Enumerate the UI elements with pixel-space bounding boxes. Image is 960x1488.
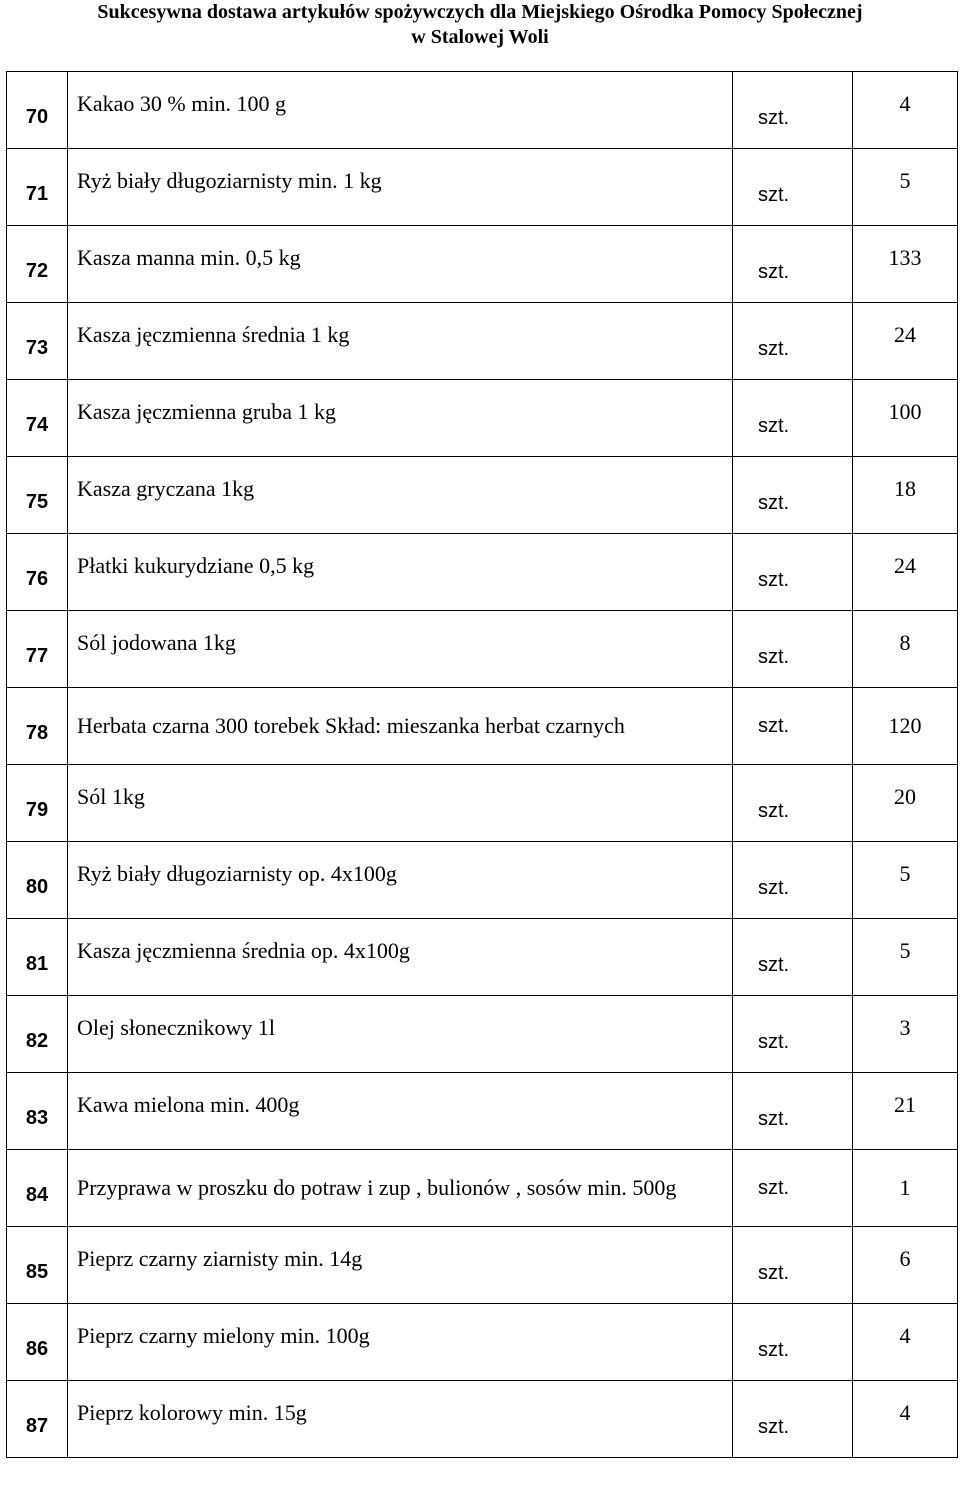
items-table <box>6 71 958 1458</box>
product-name: Kakao 30 % min. 100 g <box>68 72 733 149</box>
table-row <box>7 149 958 226</box>
table-row <box>7 534 958 611</box>
row-number: 74 <box>7 380 68 457</box>
row-number: 83 <box>7 1073 68 1150</box>
product-name: Sól jodowana 1kg <box>68 611 733 688</box>
title-line-2: w Stalowej Woli <box>411 26 549 48</box>
quantity: 5 <box>853 149 958 226</box>
row-number: 71 <box>7 149 68 226</box>
row-number: 87 <box>7 1381 68 1458</box>
quantity: 120 <box>853 688 958 765</box>
product-name: Kasza manna min. 0,5 kg <box>68 226 733 303</box>
quantity: 18 <box>853 457 958 534</box>
table-row <box>7 1227 958 1304</box>
table-row <box>7 303 958 380</box>
unit-of-measure: szt. <box>733 1304 853 1381</box>
quantity: 4 <box>853 72 958 149</box>
table-row <box>7 1073 958 1150</box>
unit-of-measure: szt. <box>733 149 853 226</box>
quantity: 5 <box>853 842 958 919</box>
unit-of-measure: szt. <box>733 765 853 842</box>
row-number: 81 <box>7 919 68 996</box>
table-row <box>7 457 958 534</box>
product-name: Przyprawa w proszku do potraw i zup , bulionów , sosów min. 500g <box>68 1150 733 1227</box>
product-name: Kasza jęczmienna średnia 1 kg <box>68 303 733 380</box>
row-number: 85 <box>7 1227 68 1304</box>
row-number: 76 <box>7 534 68 611</box>
quantity: 3 <box>853 996 958 1073</box>
unit-of-measure: szt. <box>733 842 853 919</box>
row-number: 72 <box>7 226 68 303</box>
items-table-body <box>7 72 958 1458</box>
quantity: 4 <box>853 1304 958 1381</box>
product-name: Pieprz czarny ziarnisty min. 14g <box>68 1227 733 1304</box>
product-name: Herbata czarna 300 torebek Skład: mieszanka herbat czarnych <box>68 688 733 765</box>
table-row <box>7 996 958 1073</box>
product-name: Płatki kukurydziane 0,5 kg <box>68 534 733 611</box>
table-row <box>7 1381 958 1458</box>
unit-of-measure: szt. <box>733 1227 853 1304</box>
quantity: 8 <box>853 611 958 688</box>
quantity: 100 <box>853 380 958 457</box>
unit-of-measure: szt. <box>733 919 853 996</box>
quantity: 20 <box>853 765 958 842</box>
table-row <box>7 765 958 842</box>
unit-of-measure: szt. <box>733 380 853 457</box>
product-name: Sól 1kg <box>68 765 733 842</box>
quantity: 1 <box>853 1150 958 1227</box>
row-number: 84 <box>7 1150 68 1227</box>
unit-of-measure: szt. <box>733 688 853 765</box>
row-number: 77 <box>7 611 68 688</box>
unit-of-measure: szt. <box>733 534 853 611</box>
table-row <box>7 1304 958 1381</box>
table-row <box>7 380 958 457</box>
quantity: 4 <box>853 1381 958 1458</box>
table-row <box>7 842 958 919</box>
product-name: Kasza gryczana 1kg <box>68 457 733 534</box>
row-number: 82 <box>7 996 68 1073</box>
unit-of-measure: szt. <box>733 996 853 1073</box>
quantity: 133 <box>853 226 958 303</box>
quantity: 6 <box>853 1227 958 1304</box>
product-name: Kawa mielona min. 400g <box>68 1073 733 1150</box>
quantity: 21 <box>853 1073 958 1150</box>
quantity: 5 <box>853 919 958 996</box>
unit-of-measure: szt. <box>733 1381 853 1458</box>
table-row <box>7 1150 958 1227</box>
table-row <box>7 611 958 688</box>
quantity: 24 <box>853 303 958 380</box>
product-name: Pieprz czarny mielony min. 100g <box>68 1304 733 1381</box>
row-number: 75 <box>7 457 68 534</box>
unit-of-measure: szt. <box>733 303 853 380</box>
product-name: Pieprz kolorowy min. 15g <box>68 1381 733 1458</box>
unit-of-measure: szt. <box>733 1073 853 1150</box>
unit-of-measure: szt. <box>733 226 853 303</box>
table-row <box>7 688 958 765</box>
row-number: 86 <box>7 1304 68 1381</box>
table-row <box>7 226 958 303</box>
product-name: Olej słonecznikowy 1l <box>68 996 733 1073</box>
unit-of-measure: szt. <box>733 457 853 534</box>
row-number: 80 <box>7 842 68 919</box>
row-number: 73 <box>7 303 68 380</box>
row-number: 70 <box>7 72 68 149</box>
row-number: 79 <box>7 765 68 842</box>
product-name: Ryż biały długoziarnisty min. 1 kg <box>68 149 733 226</box>
row-number: 78 <box>7 688 68 765</box>
quantity: 24 <box>853 534 958 611</box>
product-name: Kasza jęczmienna średnia op. 4x100g <box>68 919 733 996</box>
product-name: Ryż biały długoziarnisty op. 4x100g <box>68 842 733 919</box>
document-title <box>0 0 960 50</box>
unit-of-measure: szt. <box>733 611 853 688</box>
product-name: Kasza jęczmienna gruba 1 kg <box>68 380 733 457</box>
unit-of-measure: szt. <box>733 72 853 149</box>
table-row <box>7 72 958 149</box>
unit-of-measure: szt. <box>733 1150 853 1227</box>
table-row <box>7 919 958 996</box>
title-line-1: Sukcesywna dostawa artykułów spożywczych dla Miejskiego Ośrodka Pomocy Społecznej <box>97 1 863 23</box>
